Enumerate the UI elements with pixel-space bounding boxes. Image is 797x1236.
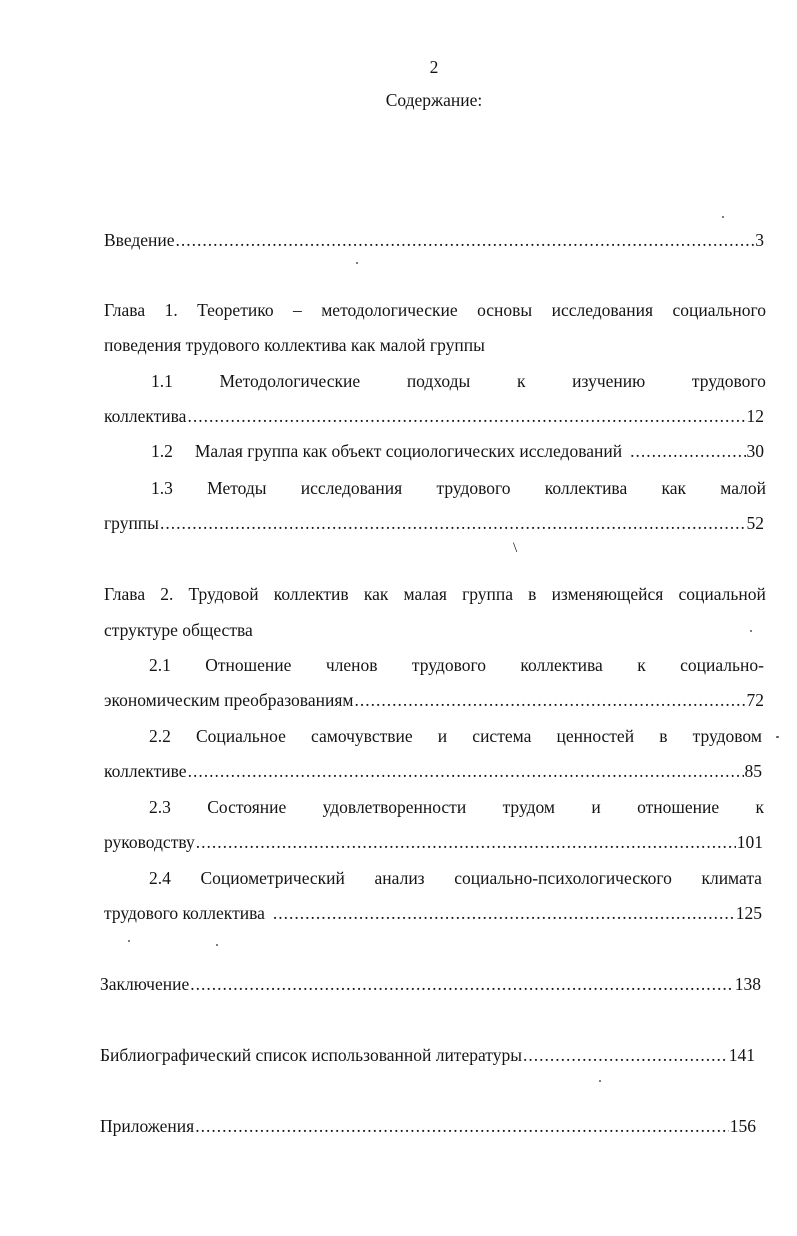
word: Состояние	[207, 797, 287, 817]
word: 2.3	[149, 797, 171, 817]
word: Социометрический	[200, 868, 345, 888]
word: Глава	[104, 300, 146, 320]
word: исследования	[551, 300, 654, 320]
scan-speck	[216, 944, 218, 946]
toc-entry-1-3-line-1	[151, 477, 766, 499]
word: Теоретико	[197, 300, 274, 320]
dot-leader	[176, 229, 755, 251]
toc-entry-1-1[interactable]	[104, 405, 764, 427]
word: трудового	[411, 655, 486, 675]
chapter-2-heading-line-2: структуре общества	[104, 620, 253, 640]
word: Отношение	[205, 655, 292, 675]
word: самочувствие	[311, 726, 413, 746]
toc-page-number: 156	[729, 1116, 756, 1136]
word: трудовом	[692, 726, 762, 746]
toc-entry-1-1-line-1	[151, 370, 766, 392]
toc-page-number: 72	[746, 690, 764, 710]
toc-page-number: 30	[746, 441, 764, 461]
toc-page-number: 52	[746, 513, 764, 533]
page-title: Содержание:	[385, 90, 483, 110]
word: в	[659, 726, 668, 746]
word: исследования	[300, 478, 403, 498]
dot-leader	[630, 440, 745, 462]
dot-leader	[523, 1044, 728, 1066]
page-number: 2	[429, 57, 439, 77]
dot-leader	[190, 973, 734, 995]
toc-page-number: 101	[736, 832, 763, 852]
word: методологические	[321, 300, 458, 320]
word: малой	[720, 478, 766, 498]
word: анализ	[374, 868, 425, 888]
dot-leader	[160, 512, 746, 534]
word: группа	[462, 584, 514, 604]
word: Методы	[207, 478, 267, 498]
word: Социальное	[196, 726, 286, 746]
toc-entry-2-2-line-1	[149, 725, 762, 747]
word: социального	[672, 300, 766, 320]
toc-entry-1-3[interactable]	[104, 512, 764, 534]
word: климата	[701, 868, 762, 888]
chapter-1-heading-line-2: поведения трудового коллектива как малой группы	[104, 335, 485, 355]
toc-entry-1-2[interactable]	[151, 440, 764, 462]
word: трудом	[502, 797, 555, 817]
dot-leader	[187, 405, 745, 427]
toc-page-number: 125	[735, 903, 762, 923]
toc-page-number: 138	[734, 974, 761, 994]
toc-entry-2-3-line-1	[149, 796, 764, 818]
toc-entry-2-3[interactable]	[104, 831, 763, 853]
word: 2.	[160, 584, 174, 604]
toc-label: Приложения	[100, 1116, 195, 1136]
word: ценностей	[556, 726, 635, 746]
word: отношение	[637, 797, 720, 817]
word: к	[637, 655, 646, 675]
toc-entry-2-1-line-1	[149, 654, 764, 676]
toc-entry-2-4[interactable]	[104, 902, 762, 924]
toc-label: коллектива	[104, 406, 187, 426]
word: и	[437, 726, 448, 746]
stray-mark: \	[513, 540, 518, 556]
word: коллектива	[544, 478, 628, 498]
toc-entry-bibliography[interactable]	[100, 1044, 755, 1066]
dot-leader	[354, 689, 745, 711]
toc-label: руководству	[104, 832, 195, 852]
word: Методологические	[219, 371, 361, 391]
word: малая	[403, 584, 447, 604]
word: удовлетворенности	[322, 797, 467, 817]
word: –	[293, 300, 302, 320]
word: социальной	[678, 584, 766, 604]
word: социально-	[680, 655, 764, 675]
chapter-1-heading-line-1	[104, 299, 766, 321]
dot-leader	[195, 1115, 729, 1137]
word: коллектив	[273, 584, 349, 604]
toc-entry-intro[interactable]	[104, 229, 764, 251]
scan-speck	[776, 736, 779, 738]
toc-label: Библиографический список использованной литературы	[100, 1045, 522, 1065]
toc-label: Заключение	[100, 974, 190, 994]
scan-speck	[128, 940, 130, 942]
toc-entry-appendix[interactable]	[100, 1115, 756, 1137]
word: в	[528, 584, 537, 604]
dot-leader	[188, 760, 744, 782]
word: трудового	[436, 478, 511, 498]
chapter-2-heading-line-1	[104, 583, 766, 605]
scan-speck	[750, 630, 752, 632]
word: к	[755, 797, 764, 817]
toc-label: коллективе	[104, 761, 187, 781]
toc-label: Введение	[104, 230, 175, 250]
word: изучению	[572, 371, 646, 391]
word: как	[363, 584, 389, 604]
word: 1.3	[151, 478, 173, 498]
word: коллектива	[520, 655, 603, 675]
word: 2.1	[149, 655, 171, 675]
word: 2.2	[149, 726, 171, 746]
toc-label: трудового коллектива	[104, 903, 265, 923]
word: система	[472, 726, 532, 746]
toc-entry-2-2[interactable]	[104, 760, 762, 782]
scan-speck	[722, 216, 724, 218]
toc-entry-conclusion[interactable]	[100, 973, 761, 995]
word: Глава	[104, 584, 146, 604]
toc-label: группы	[104, 513, 159, 533]
word: 1.	[164, 300, 178, 320]
word: и	[591, 797, 601, 817]
toc-page-number: 85	[744, 761, 762, 781]
word: социально-психологического	[454, 868, 672, 888]
toc-label: Малая группа как объект социологических исследований	[194, 441, 623, 461]
word: изменяющейся	[551, 584, 664, 604]
toc-page-number: 3	[755, 230, 764, 250]
toc-entry-2-1[interactable]	[104, 689, 764, 711]
toc-entry-2-4-line-1	[149, 867, 762, 889]
word: 2.4	[149, 868, 171, 888]
toc-page-number: 141	[728, 1045, 755, 1065]
word: членов	[325, 655, 378, 675]
dot-leader	[273, 902, 735, 924]
word: к	[516, 371, 526, 391]
toc-section-number: 1.2	[151, 441, 173, 461]
word: как	[661, 478, 686, 498]
scan-speck	[356, 262, 358, 264]
toc-page-number: 12	[746, 406, 764, 426]
word: основы	[477, 300, 533, 320]
word: 1.1	[151, 371, 173, 391]
word: Трудовой	[188, 584, 259, 604]
scan-speck	[599, 1080, 601, 1082]
word: трудового	[691, 371, 766, 391]
toc-label: экономическим преобразованиям	[104, 690, 354, 710]
dot-leader	[196, 831, 736, 853]
word: подходы	[406, 371, 471, 391]
